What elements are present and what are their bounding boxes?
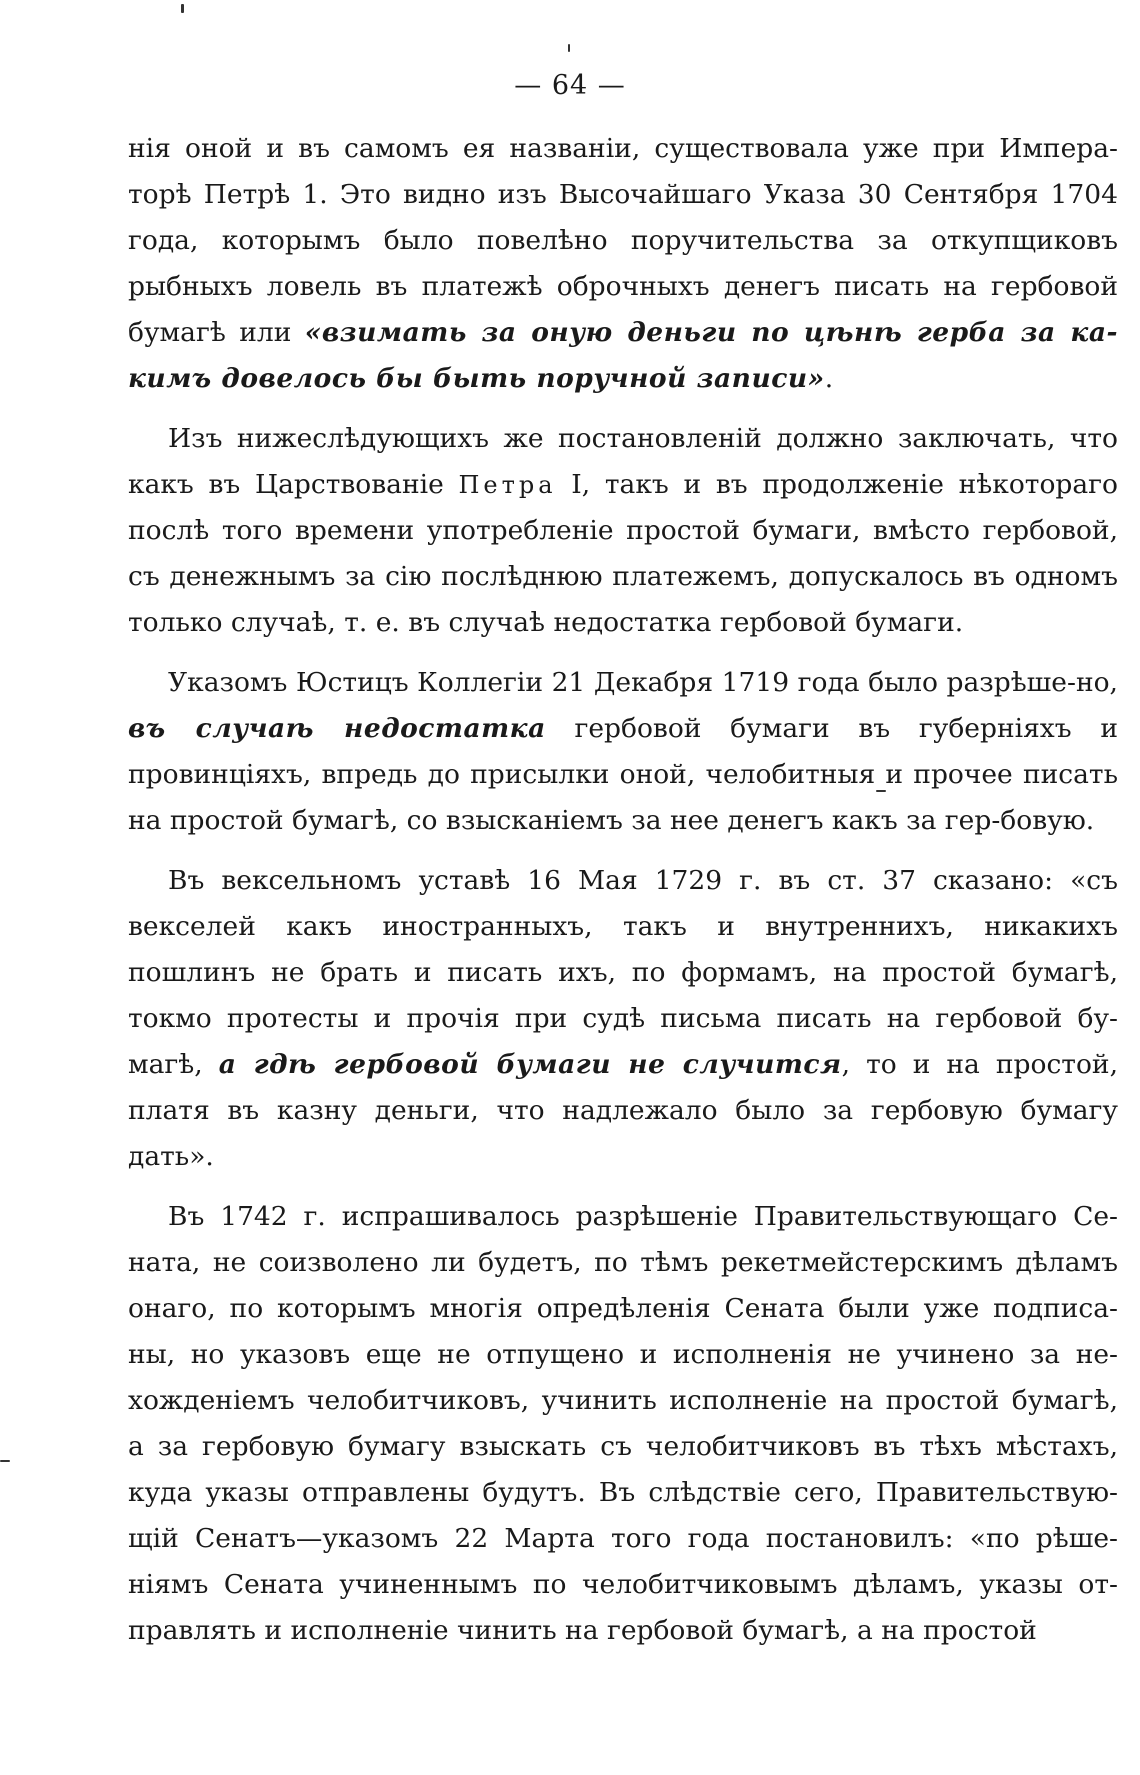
paragraph-1 bbox=[128, 126, 1118, 402]
paragraph-4 bbox=[128, 858, 1118, 1180]
italic-phrase: въ случаѣ недостатка bbox=[128, 713, 546, 744]
paragraph-3 bbox=[128, 660, 1118, 844]
text-run: Въ вексельномъ уставѣ 16 Мая 1729 г. въ ст. 37 сказано: «съ векселей какъ иностранныхъ, такъ и внутреннихъ, никакихъ пошлинъ не брать и писать ихъ, по формамъ, на простой бумагѣ, токмо протесты и прочія при судѣ письма писать на гербовой бу-магѣ, bbox=[128, 865, 1118, 1080]
text-run: . bbox=[824, 363, 834, 394]
scan-speck bbox=[0, 1460, 10, 1462]
paragraph-5 bbox=[128, 1194, 1118, 1654]
italic-phrase: «взимать за оную деньги по цѣнѣ герба за ка-кимъ довелось бы быть поручной записи» bbox=[128, 317, 1118, 394]
text-run: Въ 1742 г. испрашивалось разрѣшеніе Правительствующаго Се-ната, не соизволено ли будетъ, по тѣмъ рекетмейстерскимъ дѣламъ онаго, по которымъ многія опредѣленія Сената были уже подписа-ны, но указовъ еще не отпущено и исполненія не учинено за не-хожденіемъ челобитчиковъ, учинить исполненіе на простой бумагѣ, а за гербовую бумагу взыскать съ челобитчиковъ въ тѣхъ мѣстахъ, куда указы отправлены будутъ. Въ слѣдствіе сего, Правительствую-щій Сенатъ—указомъ 22 Марта того года постановилъ: «по рѣше-ніямъ Сената учиненнымъ по челобитчиковымъ дѣламъ, указы от-правлять и исполненіе чинить на гербовой бумагѣ, а на простой bbox=[128, 1201, 1118, 1646]
italic-phrase: а гдѣ гербовой бумаги не случится bbox=[218, 1049, 842, 1080]
text-run: I, такъ и въ продолженіе нѣкотораго послѣ того времени употребленіе простой бумаги, вмѣсто гербовой, съ денежнымъ за сію послѣднюю платежемъ, допускалось въ одномъ только случаѣ, т. е. въ случаѣ недостатка гербовой бумаги. bbox=[128, 469, 1118, 638]
text-run: , то и на простой, платя въ казну деньги, что надлежало было за гербовую бумагу дать». bbox=[128, 1049, 1118, 1172]
text-run: Изъ нижеслѣдующихъ же постановленій должно заключать, что какъ въ Царствованіе bbox=[128, 423, 1118, 500]
text-run: гербовой бумаги въ губерніяхъ и провинціяхъ, впредь до присылки оной, челобитныя и прочее писать на простой бумагѣ, со взысканіемъ за нее денегъ какъ за гер-бовую. bbox=[128, 713, 1118, 836]
text-body bbox=[128, 126, 1118, 1668]
text-run: Указомъ Юстицъ Коллегіи 21 Декабря 1719 года было разрѣше-но, bbox=[168, 667, 1118, 698]
scan-speck bbox=[876, 790, 886, 792]
scan-speck bbox=[181, 4, 184, 13]
page-number: — 64 — bbox=[514, 70, 626, 101]
paragraph-2 bbox=[128, 416, 1118, 646]
text-run: нія оной и въ самомъ ея названіи, существовала уже при Импера-торѣ Петрѣ 1. Это видно изъ Высочайшаго Указа 30 Сентября 1704 года, которымъ было повелѣно поручительства за откупщиковъ рыбныхъ ловель въ платежѣ оброчныхъ денегъ писать на гербовой бумагѣ или bbox=[128, 133, 1118, 348]
scan-speck bbox=[568, 44, 570, 52]
spaced-name: Петра bbox=[458, 471, 557, 499]
